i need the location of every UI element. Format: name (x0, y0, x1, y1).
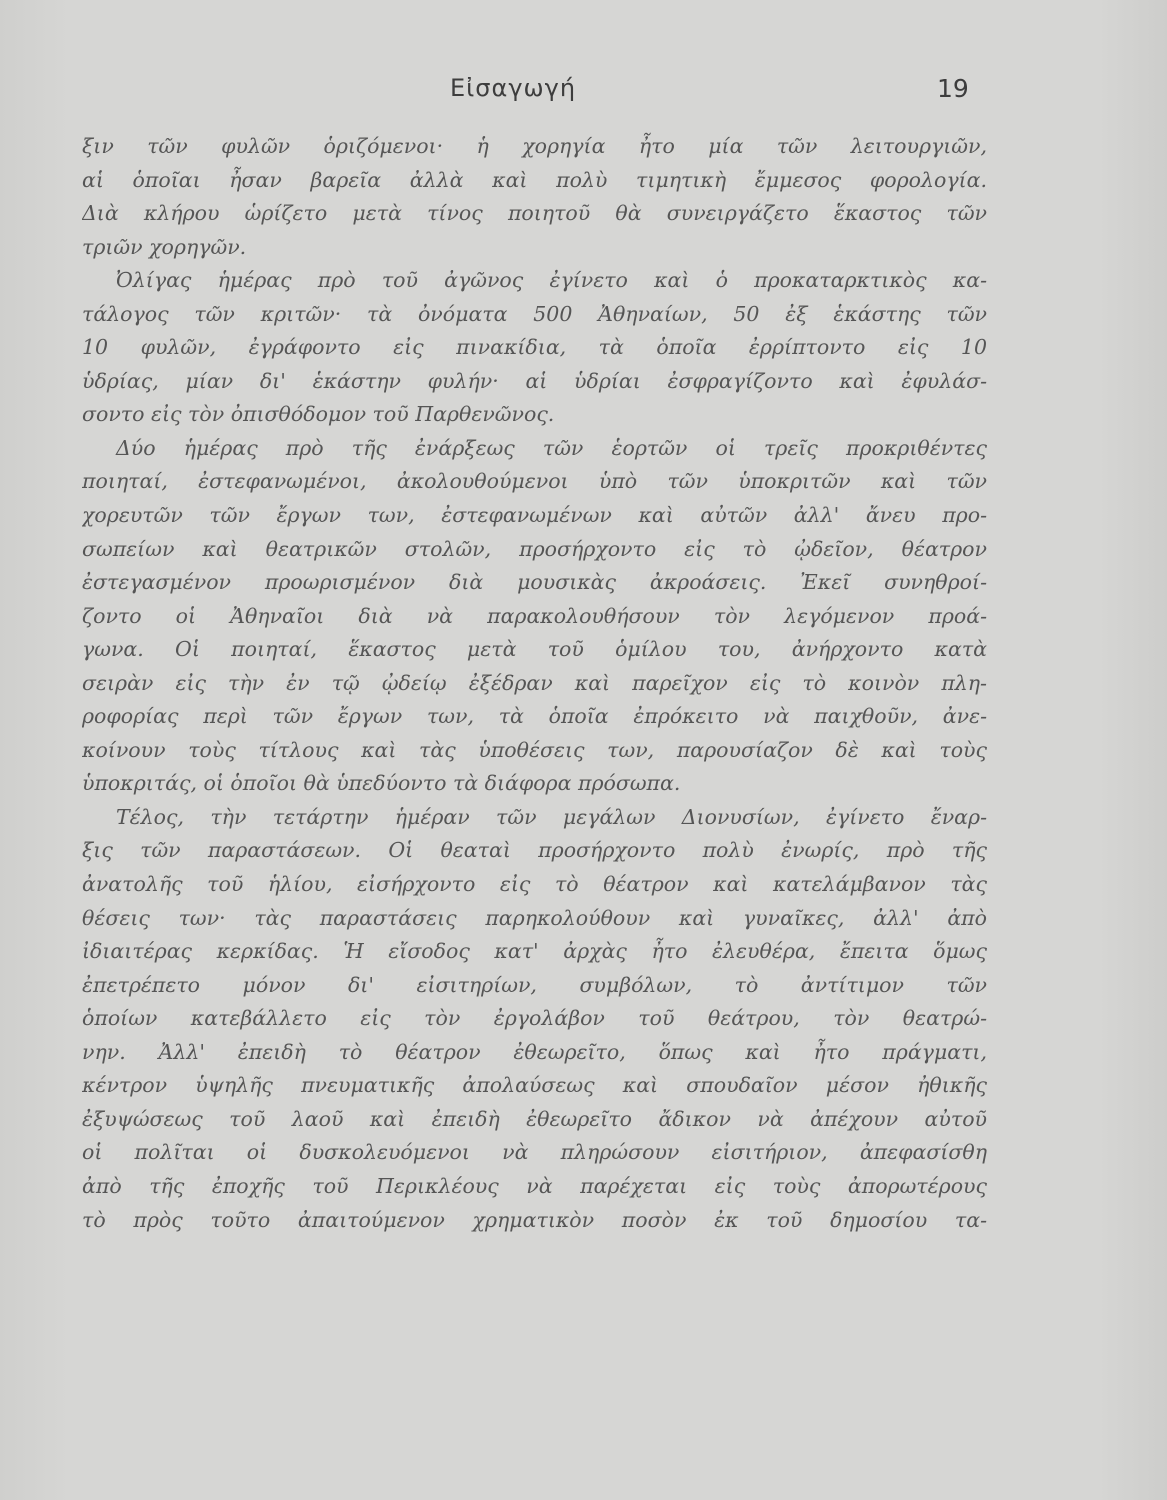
text-line: νην. Ἀλλ' ἐπειδὴ τὸ θέατρον ἐθεωρεῖτο, ὅπως καὶ ἦτο πράγματι, (82, 1039, 987, 1064)
text-line: ὑποκριτάς, οἱ ὁποῖοι θὰ ὑπεδύοντο τὰ διάφορα πρόσωπα. (82, 771, 681, 796)
text-line: ἀνατολῆς τοῦ ἡλίου, εἰσήρχοντο εἰς τὸ θέατρον καὶ κατελάμβανον τὰς (82, 872, 987, 897)
text-line: κοίνουν τοὺς τίτλους καὶ τὰς ὑποθέσεις των, παρουσίαζον δὲ καὶ τοὺς (82, 737, 987, 762)
text-line: ἐπετρέπετο μόνον δι' εἰσιτηρίων, συμβόλων, τὸ ἀντίτιμον τῶν (82, 972, 987, 997)
body-text (82, 130, 987, 1237)
text-line: τριῶν χορηγῶν. (82, 234, 247, 259)
text-line: σειρὰν εἰς τὴν ἐν τῷ ᾠδείῳ ἐξέδραν καὶ παρεῖχον εἰς τὸ κοινὸν πλη- (82, 670, 987, 695)
text-line: γωνα. Οἱ ποιηταί, ἕκαστος μετὰ τοῦ ὁμίλου του, ἀνήρχοντο κατὰ (82, 637, 987, 662)
text-line: ζοντο οἱ Ἀθηναῖοι διὰ νὰ παρακολουθήσουν τὸν λεγόμενον προά- (82, 603, 987, 628)
text-line: κέντρον ὑψηλῆς πνευματικῆς ἀπολαύσεως καὶ σπουδαῖον μέσον ἠθικῆς (82, 1073, 987, 1098)
text-line: χορευτῶν τῶν ἔργων των, ἐστεφανωμένων καὶ αὐτῶν ἀλλ' ἄνευ προ- (82, 503, 987, 528)
text-line: ἐξυψώσεως τοῦ λαοῦ καὶ ἐπειδὴ ἐθεωρεῖτο ἄδικον νὰ ἀπέχουν αὐτοῦ (82, 1106, 987, 1131)
text-line: αἱ ὁποῖαι ἦσαν βαρεῖα ἀλλὰ καὶ πολὺ τιμητικὴ ἔμμεσος φορολογία. (82, 167, 987, 192)
text-line: θέσεις των· τὰς παραστάσεις παρηκολούθουν καὶ γυναῖκες, ἀλλ' ἀπὸ (82, 905, 987, 930)
text-line: ξις τῶν παραστάσεων. Οἱ θεαταὶ προσήρχοντο πολὺ ἐνωρίς, πρὸ τῆς (82, 838, 987, 863)
text-line: τάλογος τῶν κριτῶν· τὰ ὀνόματα 500 Ἀθηναίων, 50 ἐξ ἑκάστης τῶν (82, 301, 987, 326)
page-header (0, 74, 1167, 108)
text-line: τὸ πρὸς τοῦτο ἀπαιτούμενον χρηματικὸν ποσὸν ἐκ τοῦ δημοσίου τα- (82, 1207, 987, 1232)
text-line: σωπείων καὶ θεατρικῶν στολῶν, προσήρχοντο εἰς τὸ ᾠδεῖον, θέατρον (82, 536, 987, 561)
running-title: Εἰσαγωγή (450, 74, 577, 102)
page-number: 19 (937, 74, 969, 103)
text-line: ἐστεγασμένον προωρισμένον διὰ μουσικὰς ἀκροάσεις. Ἐκεῖ συνηθροί- (82, 570, 987, 595)
text-line: ὑδρίας, μίαν δι' ἑκάστην φυλήν· αἱ ὑδρίαι ἐσφραγίζοντο καὶ ἐφυλάσ- (82, 368, 987, 393)
text-line: ἀπὸ τῆς ἐποχῆς τοῦ Περικλέους νὰ παρέχεται εἰς τοὺς ἀπορωτέρους (82, 1173, 987, 1198)
text-line: Δύο ἡμέρας πρὸ τῆς ἐνάρξεως τῶν ἑορτῶν οἱ τρεῖς προκριθέντες (116, 435, 987, 460)
text-line: σοντο εἰς τὸν ὀπισθόδομον τοῦ Παρθενῶνος. (82, 402, 555, 427)
text-line: ὁποίων κατεβάλλετο εἰς τὸν ἐργολάβον τοῦ θεάτρου, τὸν θεατρώ- (82, 1006, 987, 1031)
text-line: Διὰ κλήρου ὡρίζετο μετὰ τίνος ποιητοῦ θὰ συνειργάζετο ἕκαστος τῶν (82, 201, 987, 226)
text-line: Ὀλίγας ἡμέρας πρὸ τοῦ ἀγῶνος ἐγίνετο καὶ ὁ προκαταρκτικὸς κα- (116, 268, 987, 293)
text-line: ποιηταί, ἐστεφανωμένοι, ἀκολουθούμενοι ὑπὸ τῶν ὑποκριτῶν καὶ τῶν (82, 469, 987, 494)
text-line: 10 φυλῶν, ἐγράφοντο εἰς πινακίδια, τὰ ὁποῖα ἐρρίπτοντο εἰς 10 (82, 335, 987, 360)
text-line: ροφορίας περὶ τῶν ἔργων των, τὰ ὁποῖα ἐπρόκειτο νὰ παιχθοῦν, ἀνε- (82, 704, 987, 729)
text-line: Τέλος, τὴν τετάρτην ἡμέραν τῶν μεγάλων Διονυσίων, ἐγίνετο ἔναρ- (116, 804, 987, 829)
text-line: ξιν τῶν φυλῶν ὁριζόμενοι· ἡ χορηγία ἦτο μία τῶν λειτουργιῶν, (82, 134, 987, 158)
text-line: ἰδιαιτέρας κερκίδας. Ἡ εἴσοδος κατ' ἀρχὰς ἦτο ἐλευθέρα, ἔπειτα ὅμως (82, 939, 987, 964)
text-line: οἱ πολῖται οἱ δυσκολευόμενοι νὰ πληρώσουν εἰσιτήριον, ἀπεφασίσθη (82, 1140, 987, 1165)
